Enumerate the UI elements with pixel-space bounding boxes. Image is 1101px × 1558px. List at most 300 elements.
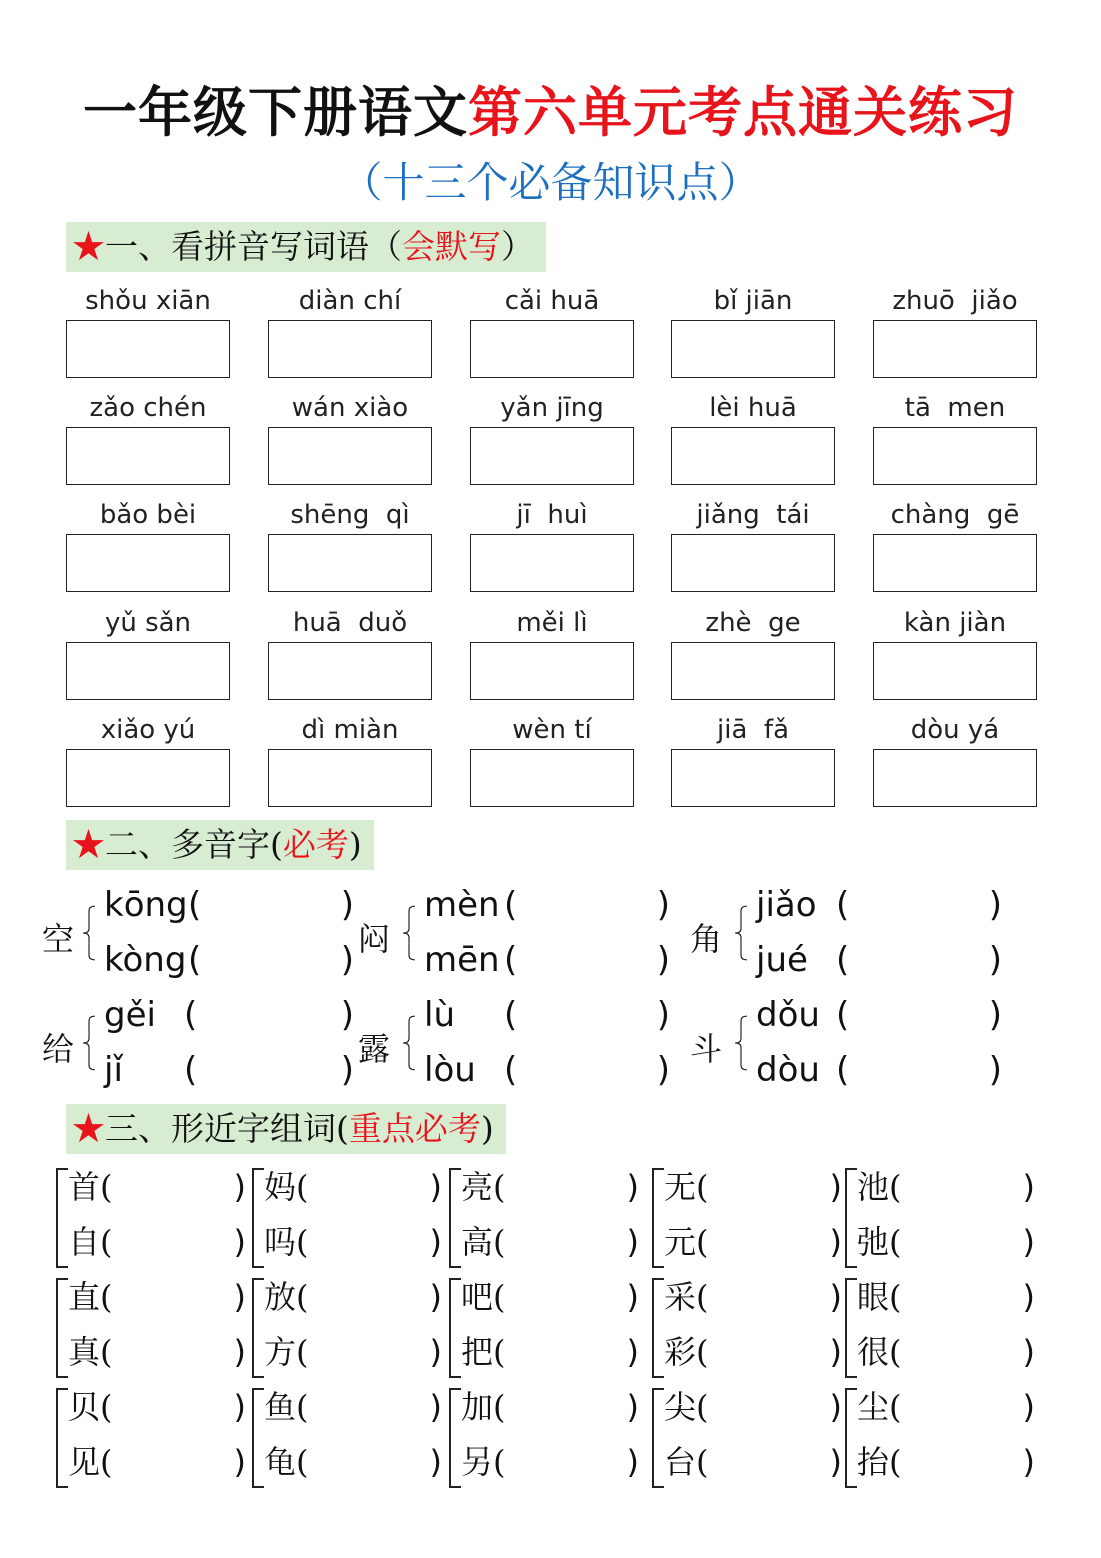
polyphone-item	[358, 990, 668, 1100]
word-cell	[671, 498, 835, 592]
pinyin-reading: jǐ	[104, 1050, 123, 1090]
pinyin-label: lèi huā	[709, 393, 797, 423]
word-cell	[873, 498, 1037, 592]
answer-box[interactable]	[671, 749, 835, 807]
answer-blank[interactable]	[902, 1447, 1002, 1483]
answer-blank[interactable]	[204, 886, 338, 924]
word-cell	[66, 713, 230, 807]
open-paren: (	[696, 1388, 709, 1426]
answer-blank[interactable]	[856, 941, 986, 979]
close-paren: )	[429, 1278, 442, 1316]
answer-blank[interactable]	[902, 1282, 1002, 1318]
answer-box[interactable]	[268, 534, 432, 592]
answer-box[interactable]	[671, 642, 835, 700]
pinyin-label: shǒu xiān	[85, 286, 211, 316]
close-paren: )	[988, 940, 1002, 980]
star-icon: ★	[72, 825, 105, 864]
char-label: 尖	[664, 1388, 697, 1426]
char-label: 池	[857, 1168, 890, 1206]
char-row	[264, 1382, 442, 1432]
pinyin-label: bǐ jiān	[713, 286, 793, 316]
answer-box[interactable]	[671, 534, 835, 592]
reading-row	[104, 1045, 354, 1095]
close-paren: )	[829, 1168, 842, 1206]
open-paren: (	[296, 1168, 309, 1206]
char-row	[664, 1382, 842, 1432]
polyphone-item	[42, 880, 352, 990]
char-row	[68, 1272, 246, 1322]
answer-blank[interactable]	[113, 1282, 213, 1318]
char-row	[664, 1437, 842, 1487]
word-cell	[470, 391, 634, 485]
pinyin-label: dòu yá	[910, 715, 1000, 745]
answer-blank[interactable]	[113, 1337, 213, 1373]
answer-box[interactable]	[671, 427, 835, 485]
pinyin-label: dì miàn	[301, 715, 399, 745]
pinyin-label: zhuō jiǎo	[892, 286, 1018, 316]
section3-heading-red: 重点必考	[348, 1109, 481, 1148]
reading-row	[104, 990, 354, 1040]
char-label: 真	[68, 1333, 101, 1371]
answer-box[interactable]	[873, 642, 1037, 700]
close-paren: )	[1022, 1443, 1035, 1481]
char-row	[461, 1162, 639, 1212]
char-row	[857, 1217, 1035, 1267]
pinyin-reading: lù	[424, 995, 455, 1035]
pinyin-label: wán xiào	[291, 393, 409, 423]
char-pair	[845, 1272, 1035, 1382]
open-paren: (	[493, 1223, 506, 1261]
answer-blank[interactable]	[309, 1227, 409, 1263]
answer-blank[interactable]	[902, 1172, 1002, 1208]
answer-blank[interactable]	[506, 1282, 606, 1318]
answer-blank[interactable]	[309, 1447, 409, 1483]
answer-box[interactable]	[66, 534, 230, 592]
open-paren: (	[100, 1223, 113, 1261]
close-paren: )	[626, 1333, 639, 1371]
close-paren: )	[988, 995, 1002, 1035]
bracket-icon	[56, 1168, 68, 1268]
reading-row	[756, 1045, 1002, 1095]
polyphone-item	[358, 880, 668, 990]
char-label: 高	[461, 1223, 494, 1261]
open-paren: (	[493, 1443, 506, 1481]
section3-heading-end: )	[480, 1109, 494, 1148]
answer-blank[interactable]	[709, 1172, 809, 1208]
open-paren: (	[493, 1278, 506, 1316]
char-label: 元	[664, 1223, 697, 1261]
polyphone-char: 角	[690, 920, 723, 958]
pinyin-label: jiǎng tái	[696, 500, 810, 530]
answer-blank[interactable]	[204, 996, 338, 1034]
open-paren: (	[504, 885, 518, 925]
char-label: 自	[68, 1223, 101, 1261]
pinyin-label: shēng qì	[290, 500, 410, 530]
char-pair	[449, 1272, 639, 1382]
page-subtitle: （十三个必备知识点）	[340, 158, 761, 207]
answer-box[interactable]	[470, 320, 634, 378]
pinyin-reading: kòng	[104, 940, 187, 980]
close-paren: )	[340, 995, 354, 1035]
char-label: 妈	[264, 1168, 297, 1206]
close-paren: )	[340, 1050, 354, 1090]
open-paren: (	[100, 1278, 113, 1316]
reading-row	[756, 990, 1002, 1040]
star-icon: ★	[72, 227, 105, 266]
answer-blank[interactable]	[204, 941, 338, 979]
char-label: 另	[461, 1443, 494, 1481]
polyphone-char: 给	[42, 1030, 75, 1068]
open-paren: (	[696, 1333, 709, 1371]
close-paren: )	[233, 1223, 246, 1261]
polyphone-item	[690, 880, 1000, 990]
char-label: 弛	[857, 1223, 890, 1261]
char-label: 很	[857, 1333, 890, 1371]
answer-blank[interactable]	[309, 1392, 409, 1428]
close-paren: )	[988, 1050, 1002, 1090]
open-paren: (	[296, 1443, 309, 1481]
close-paren: )	[340, 885, 354, 925]
pinyin-reading: mèn	[424, 885, 500, 925]
pinyin-label: chàng gē	[890, 500, 1020, 530]
answer-blank[interactable]	[524, 1051, 654, 1089]
word-cell	[671, 606, 835, 700]
char-label: 亮	[461, 1168, 494, 1206]
answer-blank[interactable]	[113, 1227, 213, 1263]
close-paren: )	[1022, 1168, 1035, 1206]
answer-box[interactable]	[268, 749, 432, 807]
word-cell	[671, 391, 835, 485]
char-row	[857, 1327, 1035, 1377]
pinyin-reading: jué	[756, 940, 808, 980]
pinyin-label: tā men	[904, 393, 1006, 423]
char-row	[857, 1437, 1035, 1487]
open-paren: (	[188, 885, 202, 925]
open-paren: (	[504, 940, 518, 980]
answer-blank[interactable]	[309, 1282, 409, 1318]
bracket-icon	[56, 1278, 68, 1378]
char-row	[68, 1162, 246, 1212]
word-cell	[873, 606, 1037, 700]
answer-blank[interactable]	[524, 886, 654, 924]
close-paren: )	[340, 940, 354, 980]
close-paren: )	[1022, 1333, 1035, 1371]
close-paren: )	[429, 1223, 442, 1261]
open-paren: (	[296, 1223, 309, 1261]
pinyin-reading: lòu	[424, 1050, 476, 1090]
answer-box[interactable]	[66, 320, 230, 378]
bracket-icon	[252, 1388, 264, 1488]
pinyin-label: jiā fǎ	[717, 715, 789, 745]
answer-blank[interactable]	[902, 1337, 1002, 1373]
brace-icon	[82, 996, 96, 1090]
close-paren: )	[233, 1443, 246, 1481]
section3-heading	[66, 1104, 506, 1154]
char-pair	[252, 1382, 442, 1492]
answer-blank[interactable]	[709, 1447, 809, 1483]
char-label: 把	[461, 1333, 494, 1371]
pinyin-label: diàn chí	[298, 286, 402, 316]
answer-blank[interactable]	[856, 996, 986, 1034]
char-row	[68, 1437, 246, 1487]
pinyin-reading: mēn	[424, 940, 500, 980]
reading-row	[424, 990, 670, 1040]
open-paren: (	[493, 1333, 506, 1371]
bracket-icon	[56, 1388, 68, 1488]
char-pair	[652, 1382, 842, 1492]
close-paren: )	[626, 1168, 639, 1206]
polyphone-item	[42, 990, 352, 1100]
pinyin-label: měi lì	[516, 608, 588, 638]
answer-blank[interactable]	[309, 1172, 409, 1208]
answer-box[interactable]	[873, 749, 1037, 807]
open-paren: (	[100, 1388, 113, 1426]
answer-box[interactable]	[873, 320, 1037, 378]
bracket-icon	[845, 1278, 857, 1378]
char-row	[857, 1162, 1035, 1212]
open-paren: (	[493, 1168, 506, 1206]
close-paren: )	[1022, 1278, 1035, 1316]
word-cell	[470, 606, 634, 700]
bracket-icon	[845, 1388, 857, 1488]
char-row	[68, 1217, 246, 1267]
open-paren: (	[493, 1388, 506, 1426]
answer-box[interactable]	[671, 320, 835, 378]
section2-heading	[66, 820, 374, 870]
section1-heading-red: 会默写	[402, 227, 501, 266]
star-icon: ★	[72, 1109, 105, 1148]
open-paren: (	[296, 1388, 309, 1426]
char-label: 抬	[857, 1443, 890, 1481]
word-cell	[873, 713, 1037, 807]
reading-row	[424, 935, 670, 985]
char-row	[461, 1272, 639, 1322]
answer-blank[interactable]	[113, 1447, 213, 1483]
close-paren: )	[656, 995, 670, 1035]
char-row	[68, 1327, 246, 1377]
char-row	[461, 1437, 639, 1487]
char-row	[857, 1272, 1035, 1322]
word-cell	[671, 284, 835, 378]
brace-icon	[82, 886, 96, 980]
pinyin-label: yǔ sǎn	[104, 608, 192, 638]
close-paren: )	[233, 1388, 246, 1426]
open-paren: (	[188, 940, 202, 980]
answer-box[interactable]	[268, 642, 432, 700]
answer-blank[interactable]	[309, 1337, 409, 1373]
close-paren: )	[429, 1443, 442, 1481]
answer-blank[interactable]	[856, 886, 986, 924]
section2-heading-text: 二、多音字(	[105, 825, 283, 864]
answer-blank[interactable]	[524, 941, 654, 979]
open-paren: (	[889, 1223, 902, 1261]
word-cell	[470, 498, 634, 592]
char-pair	[252, 1162, 442, 1272]
reading-row	[756, 935, 1002, 985]
open-paren: (	[504, 995, 518, 1035]
section2-heading-red: 必考	[282, 825, 349, 864]
answer-blank[interactable]	[506, 1337, 606, 1373]
polyphone-char: 空	[42, 920, 75, 958]
char-label: 采	[664, 1278, 697, 1316]
pinyin-reading: dòu	[756, 1050, 820, 1090]
char-row	[664, 1162, 842, 1212]
answer-blank[interactable]	[524, 996, 654, 1034]
answer-blank[interactable]	[709, 1392, 809, 1428]
pinyin-label: zǎo chén	[89, 393, 207, 423]
char-pair	[652, 1272, 842, 1382]
answer-box[interactable]	[66, 749, 230, 807]
answer-blank[interactable]	[113, 1172, 213, 1208]
open-paren: (	[889, 1443, 902, 1481]
answer-box[interactable]	[470, 642, 634, 700]
char-pair	[252, 1272, 442, 1382]
char-row	[68, 1382, 246, 1432]
char-label: 首	[68, 1168, 101, 1206]
word-cell	[66, 391, 230, 485]
answer-blank[interactable]	[506, 1172, 606, 1208]
reading-row	[104, 880, 354, 930]
close-paren: )	[656, 1050, 670, 1090]
close-paren: )	[1022, 1388, 1035, 1426]
char-row	[664, 1217, 842, 1267]
open-paren: (	[836, 1050, 850, 1090]
answer-blank[interactable]	[709, 1337, 809, 1373]
word-cell	[66, 498, 230, 592]
page-title	[0, 70, 1101, 147]
bracket-icon	[252, 1168, 264, 1268]
answer-box[interactable]	[470, 427, 634, 485]
char-label: 贝	[68, 1388, 101, 1426]
reading-row	[424, 880, 670, 930]
close-paren: )	[626, 1278, 639, 1316]
word-cell	[873, 391, 1037, 485]
char-label: 尘	[857, 1388, 890, 1426]
answer-box[interactable]	[268, 320, 432, 378]
close-paren: )	[829, 1443, 842, 1481]
answer-blank[interactable]	[506, 1447, 606, 1483]
close-paren: )	[429, 1168, 442, 1206]
answer-box[interactable]	[873, 427, 1037, 485]
answer-blank[interactable]	[709, 1282, 809, 1318]
title-black: 一年级下册语文	[83, 80, 468, 144]
open-paren: (	[889, 1388, 902, 1426]
word-cell	[671, 713, 835, 807]
answer-box[interactable]	[268, 427, 432, 485]
polyphone-char: 斗	[690, 1030, 723, 1068]
char-pair	[56, 1272, 246, 1382]
pinyin-reading: gěi	[104, 995, 156, 1035]
char-pair	[845, 1382, 1035, 1492]
bracket-icon	[252, 1278, 264, 1378]
open-paren: (	[889, 1333, 902, 1371]
open-paren: (	[100, 1443, 113, 1481]
open-paren: (	[889, 1168, 902, 1206]
section1-heading	[66, 222, 546, 272]
open-paren: (	[696, 1278, 709, 1316]
char-pair	[56, 1162, 246, 1272]
answer-blank[interactable]	[902, 1392, 1002, 1428]
char-pair	[449, 1382, 639, 1492]
char-pair	[845, 1162, 1035, 1272]
answer-blank[interactable]	[902, 1227, 1002, 1263]
pinyin-label: xiǎo yú	[100, 715, 196, 745]
char-label: 龟	[264, 1443, 297, 1481]
reading-row	[756, 880, 1002, 930]
answer-blank[interactable]	[856, 1051, 986, 1089]
answer-blank[interactable]	[204, 1051, 338, 1089]
answer-box[interactable]	[873, 534, 1037, 592]
char-row	[264, 1272, 442, 1322]
char-label: 无	[664, 1168, 697, 1206]
answer-box[interactable]	[66, 642, 230, 700]
word-cell	[470, 713, 634, 807]
char-pair	[652, 1162, 842, 1272]
answer-box[interactable]	[66, 427, 230, 485]
open-paren: (	[100, 1168, 113, 1206]
answer-blank[interactable]	[506, 1392, 606, 1428]
section2-heading-end: )	[348, 825, 362, 864]
open-paren: (	[184, 995, 198, 1035]
word-cell	[66, 284, 230, 378]
reading-row	[104, 935, 354, 985]
close-paren: )	[626, 1223, 639, 1261]
section1-heading-end: ）	[501, 227, 534, 266]
close-paren: )	[626, 1388, 639, 1426]
close-paren: )	[656, 940, 670, 980]
char-pair	[449, 1162, 639, 1272]
answer-box[interactable]	[470, 749, 634, 807]
pinyin-label: bǎo bèi	[99, 500, 197, 530]
answer-box[interactable]	[470, 534, 634, 592]
char-row	[264, 1437, 442, 1487]
answer-blank[interactable]	[709, 1227, 809, 1263]
pinyin-label: kàn jiàn	[903, 608, 1007, 638]
open-paren: (	[504, 1050, 518, 1090]
close-paren: )	[656, 885, 670, 925]
word-cell	[873, 284, 1037, 378]
open-paren: (	[296, 1278, 309, 1316]
char-label: 台	[664, 1443, 697, 1481]
open-paren: (	[184, 1050, 198, 1090]
char-row	[461, 1327, 639, 1377]
char-label: 直	[68, 1278, 101, 1316]
bracket-icon	[449, 1168, 461, 1268]
section1-heading-text: 一、看拼音写词语（	[105, 227, 402, 266]
char-row	[264, 1217, 442, 1267]
char-label: 鱼	[264, 1388, 297, 1426]
open-paren: (	[836, 995, 850, 1035]
char-row	[461, 1382, 639, 1432]
pinyin-reading: kōng	[104, 885, 188, 925]
char-label: 眼	[857, 1278, 890, 1316]
polyphone-char: 露	[358, 1030, 391, 1068]
char-row	[264, 1327, 442, 1377]
reading-row	[424, 1045, 670, 1095]
brace-icon	[734, 996, 748, 1090]
word-cell	[268, 498, 432, 592]
open-paren: (	[696, 1443, 709, 1481]
close-paren: )	[829, 1223, 842, 1261]
answer-blank[interactable]	[113, 1392, 213, 1428]
answer-blank[interactable]	[506, 1227, 606, 1263]
open-paren: (	[889, 1278, 902, 1316]
pinyin-label: jī huì	[516, 500, 588, 530]
word-cell	[268, 606, 432, 700]
pinyin-label: zhè ge	[705, 608, 801, 638]
word-cell	[268, 713, 432, 807]
char-label: 彩	[664, 1333, 697, 1371]
